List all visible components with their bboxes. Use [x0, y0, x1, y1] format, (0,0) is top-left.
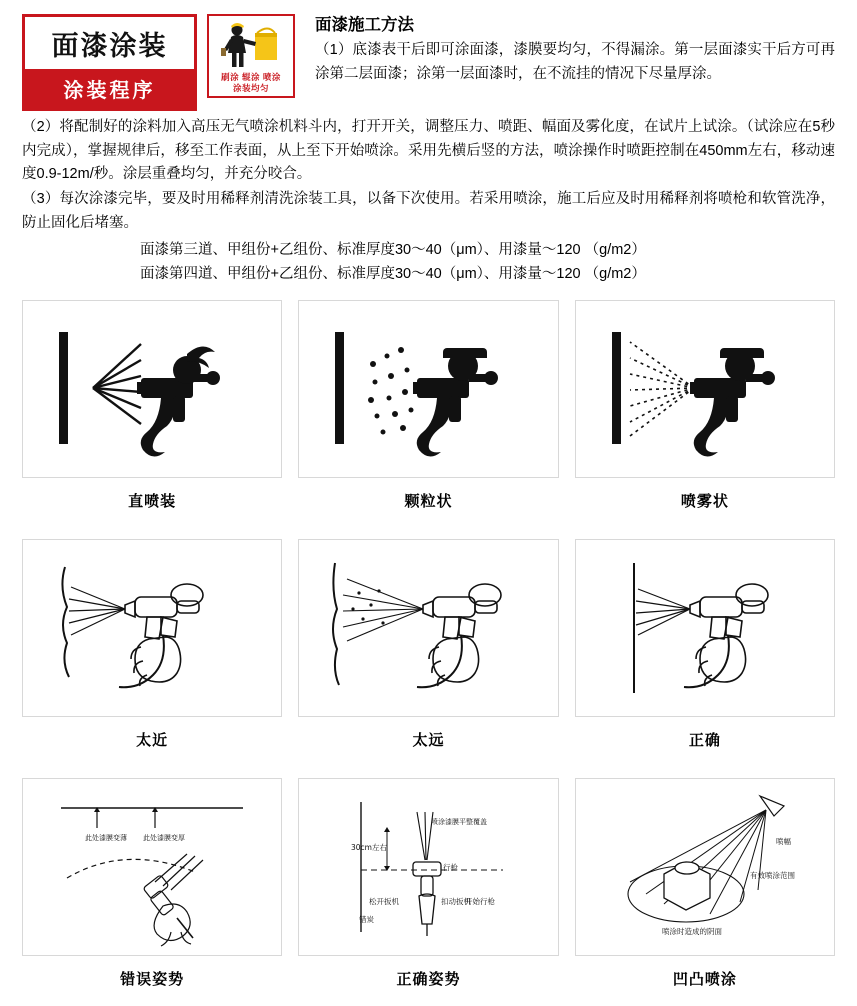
figure-cell	[22, 300, 282, 511]
figure-correct-distance	[575, 539, 835, 717]
spec-line-2: 面漆第四道、甲组份+乙组份、标准厚度30～40（μm）、用漆量～120 （g/m2）	[140, 265, 646, 282]
label-right-thick: 此处漆膜变厚	[143, 834, 186, 843]
icon-caption-line2: 涂装均匀	[232, 82, 269, 93]
paragraph-2: （2）将配制好的涂料加入高压无气喷涂机料斗内，打开开关，调整压力、喷距、幅面及雾化度，在试片上试涂。（试涂应在5秒内完成），掌握规律后，移至工作表面，从上至下开始喷涂。采用先横后竖的方法，喷涂操作时喷距控制在450mm左右，移动速度0.9-12m/秒。涂层重叠均匀，并充分咬合。	[22, 119, 835, 183]
label-distance: 30cm左右	[351, 843, 388, 853]
header-paragraph-1: （1）底漆表干后即可涂面漆，漆膜要均匀，不得漏涂。第一层面漆实干后方可再涂第二层面漆；涂第一层面漆时，在不流挂的情况下尽量厚涂。	[315, 42, 835, 82]
figure-direct-spray	[22, 300, 282, 478]
icon-box	[207, 14, 295, 98]
figure-cell	[575, 778, 835, 989]
figure-caption: 喷雾状	[680, 493, 729, 511]
figure-caption: 正确	[688, 732, 721, 750]
label-spray-width: 喷幅	[775, 837, 791, 847]
section-title: 面漆施工方法	[315, 16, 414, 34]
figure-caption: 太远	[412, 732, 445, 750]
figure-cell	[575, 300, 835, 511]
figure-cell	[298, 539, 558, 750]
title-badge	[22, 14, 197, 111]
figure-caption: 凹凸喷涂	[672, 971, 737, 989]
label-shadow-area: 喷涂时造成的阴面	[661, 927, 722, 937]
header	[22, 14, 835, 112]
paragraph-3: （3）每次涂漆完毕，要及时用稀释剂清洗涂装工具，以备下次使用。若采用喷涂，施工后应及时用稀释剂将喷枪和软管洗净，防止固化后堵塞。	[22, 190, 835, 231]
figure-caption: 颗粒状	[404, 493, 453, 511]
label-left-thin: 此处漆膜变薄	[85, 834, 128, 843]
figure-cell	[22, 539, 282, 750]
spec-lines	[22, 239, 835, 286]
figure-caption: 直喷装	[128, 493, 177, 511]
header-text-block	[305, 14, 835, 86]
label-gun-travel: 行枪	[443, 863, 459, 873]
spec-line-1: 面漆第三道、甲组份+乙组份、标准厚度30～40（μm）、用漆量～120 （g/m2）	[140, 242, 646, 259]
label-start-travel: 开始行枪	[465, 897, 496, 907]
label-stop: 错炭	[359, 915, 375, 925]
figure-mist	[575, 300, 835, 478]
figure-too-far	[298, 539, 558, 717]
label-pull-trigger: 扣动扳机	[441, 897, 472, 907]
figure-caption: 正确姿势	[396, 971, 461, 989]
figure-cell	[22, 778, 282, 989]
figure-wrong-posture	[22, 778, 282, 956]
label-even-film: 喷涂漆膜平整覆盖	[431, 818, 488, 827]
badge-title: 面漆涂装	[25, 17, 194, 69]
figure-grid	[22, 300, 835, 989]
figure-cell	[575, 539, 835, 750]
figure-caption: 错误姿势	[120, 971, 185, 989]
label-release-trigger: 松开扳机	[369, 897, 400, 907]
badge-subtitle: 涂装程序	[25, 69, 194, 108]
figure-cell	[298, 300, 558, 511]
figure-correct-posture	[298, 778, 558, 956]
figure-too-close	[22, 539, 282, 717]
figure-cell	[298, 778, 558, 989]
label-effective-range: 有效喷涂范围	[749, 871, 795, 881]
icon-caption-line1: 刷涂 辊涂 喷涂	[221, 72, 281, 82]
figure-caption: 太近	[136, 732, 169, 750]
figure-particle	[298, 300, 558, 478]
painter-worker-icon	[211, 20, 291, 72]
figure-uneven-surface	[575, 778, 835, 956]
body-paragraphs	[22, 116, 835, 286]
